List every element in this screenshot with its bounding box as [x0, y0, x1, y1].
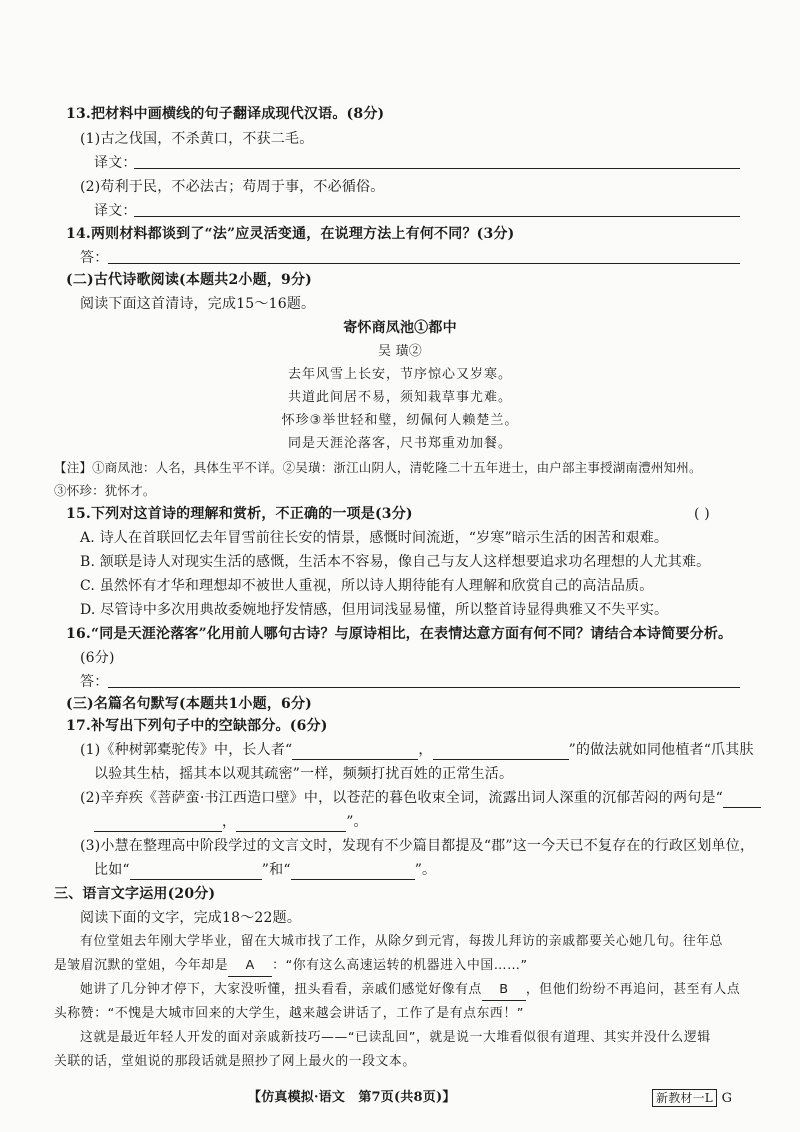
- poem-title: 寄怀商凤池①都中: [343, 320, 457, 336]
- q17-item-2-line-1: [80, 788, 761, 808]
- section-3-heading: (三)名篇名句默写(本题共1小题，6分): [66, 696, 312, 712]
- footer-letter: G: [721, 1091, 733, 1106]
- passage-p1-line-2-a: 是皱眉沉默的堂姐，今年却是: [54, 958, 229, 973]
- q17-item-3-mid: ”和“: [261, 862, 291, 878]
- q17-item-3-line-1: (3)小慧在整理高中阶段学过的文言文时，发现有不少篇目都提及“郡”这一今天已不复存在的行政区划单位，: [80, 838, 755, 854]
- q17-blank-6[interactable]: [291, 865, 415, 880]
- q15-answer-paren: ( ): [694, 506, 710, 522]
- q15-option-c: C. 虽然怀有才华和理想却不被世人重视，所以诗人期待能有人理解和欣赏自己的高洁品质。: [80, 578, 654, 594]
- q16-answer-label: 答：: [80, 674, 109, 690]
- q17-item-1-suffix: ”的做法就如同他植者“爪其肤: [568, 742, 754, 758]
- passage-p2-line-2: 头称赞：“不愧是大城市回来的大学生，越来越会讲话了，工作了是有点东西！”: [54, 1006, 524, 1021]
- passage-p1-line-1: 有位堂姐去年刚大学毕业，留在大城市找了工作，从除夕到元宵，每拨儿拜访的亲戚都要关心她几句。往年总: [80, 934, 724, 949]
- footer-page-info: 【仿真模拟·语文 第7页(共8页)】: [248, 1090, 456, 1105]
- q17-item-2-line-2: [94, 812, 368, 832]
- passage-p2-line-1-a: 她讲了几分钟才停下，大家没听懂，扭头看看，亲戚们感觉好像有点: [80, 982, 482, 997]
- q13-answer-label-1: 译文：: [94, 155, 137, 171]
- q17-blank-4[interactable]: [236, 817, 346, 832]
- q13-sentence-2: (2)苟利于民，不必法古；苟周于事，不必循俗。: [80, 179, 385, 195]
- footer-badge: 新教材一L: [652, 1089, 717, 1107]
- q17-item-1-line-1: [80, 740, 754, 760]
- q17-item-1-line-2: 以验其生枯，摇其本以观其疏密”一样，频频打扰百姓的正常生活。: [94, 766, 514, 782]
- q14-answer-label: 答：: [80, 250, 109, 266]
- q17-item-2-end: ”。: [346, 814, 368, 830]
- passage-p1-line-2-b: ：“你有这么高速运转的机器进入中国……”: [272, 958, 528, 973]
- q13-answer-label-2: 译文：: [94, 203, 137, 219]
- q16-stem: 16.“同是天涯沦落客”化用前人哪句古诗？与原诗相比，在表情达意方面有何不同？请结合本诗简要分析。: [66, 626, 733, 642]
- q17-blank-3-start[interactable]: [723, 793, 761, 808]
- q13-stem: 13.把材料中画横线的句子翻译成现代汉语。(8分): [66, 106, 385, 122]
- passage-mark-a: A: [228, 956, 272, 977]
- poem-line-3: 怀珍③举世轻和璧，纫佩何人赖楚兰。: [281, 413, 519, 428]
- poem-line-2: 共道此间居不易，须知栽草事尤难。: [287, 390, 512, 405]
- q17-item-1-comma: ，: [418, 742, 433, 758]
- q17-item-3-line-2: [94, 860, 436, 880]
- q15-option-a: A. 诗人在首联回忆去年冒雪前往长安的情景，感慨时间流逝，“岁寒”暗示生活的困苦和艰难。: [80, 530, 669, 546]
- section-2-heading: (二)古代诗歌阅读(本题共2小题，9分): [66, 272, 312, 288]
- passage-p1-line-2: [54, 956, 528, 977]
- q17-blank-3[interactable]: [94, 817, 222, 832]
- passage-mark-b: B: [482, 980, 526, 1001]
- q17-blank-5[interactable]: [130, 865, 262, 880]
- q14-stem: 14.两则材料都谈到了“法”应灵活变通，在说理方法上有何不同？(3分): [66, 226, 515, 242]
- q17-item-3-end: ”。: [414, 862, 437, 878]
- passage-p2-line-1: [80, 980, 740, 1001]
- passage-p2-line-1-b: ，但他们纷纷不再追问，甚至有人点: [525, 982, 741, 997]
- q15-stem: 15.下列对这首诗的理解和赏析，不正确的一项是(3分): [66, 506, 413, 522]
- part-3-intro: 阅读下面的文字，完成18～22题。: [80, 910, 302, 926]
- q17-blank-2[interactable]: [433, 745, 569, 760]
- q17-item-2-prefix: (2)辛弃疾《菩萨蛮·书江西造口壁》中，以苍茫的暮色收束全词，流露出词人深重的沉郁苦闷的两句是“: [80, 790, 724, 806]
- q16-answer-line: [108, 687, 740, 688]
- q17-item-2-comma: ，: [222, 814, 237, 830]
- section-2-intro: 阅读下面这首清诗，完成15～16题。: [80, 296, 316, 312]
- footer-badge-wrap: [652, 1088, 732, 1109]
- q17-blank-1[interactable]: [292, 745, 418, 760]
- passage-p3-line-2: 关联的话，堂姐说的那段话就是照抄了网上最火的一段文本。: [54, 1054, 416, 1069]
- poem-author: 吴 璜②: [378, 344, 422, 359]
- poem-line-1: 去年风雪上长安，节序惊心又岁寒。: [287, 367, 512, 382]
- q14-answer-line: [108, 263, 740, 264]
- poem-note-line-2: ③怀珍：犹怀才。: [54, 483, 156, 498]
- part-3-heading: 三、语言文字运用(20分): [54, 886, 216, 902]
- q13-answer-line-1: [134, 168, 740, 169]
- q17-stem: 17.补写出下列句子中的空缺部分。(6分): [66, 718, 328, 734]
- q15-option-d: D. 尽管诗中多次用典故委婉地抒发情感，但用词浅显易懂，所以整首诗显得典雅又不失平实。: [80, 602, 669, 618]
- q15-option-b: B. 颔联是诗人对现实生活的感慨，生活本不容易，像自己与友人这样想要追求功名理想的人尤其难。: [80, 554, 711, 570]
- q13-sentence-1: (1)古之伐国，不杀黄口，不获二毛。: [80, 131, 314, 147]
- q17-item-3-prefix: 比如“: [94, 862, 130, 878]
- q16-score: (6分): [80, 650, 115, 666]
- q13-answer-line-2: [134, 216, 740, 217]
- poem-note-line-1: 【注】①商凤池：人名，具体生平不详。②吴璜：浙江山阴人，清乾隆二十五年进士，由户部主事授湖南澧州知州。: [54, 460, 702, 475]
- q17-item-1-prefix: (1)《种树郭橐驼传》中，长人者“: [80, 742, 293, 758]
- poem-line-4: 同是天涯沦落客，尺书郑重劝加餐。: [287, 436, 512, 451]
- passage-p3-line-1: 这就是最近年轻人开发的面对亲戚新技巧——“已读乱回”，就是说一大堆看似很有道理、其实并没什么逻辑: [80, 1030, 711, 1045]
